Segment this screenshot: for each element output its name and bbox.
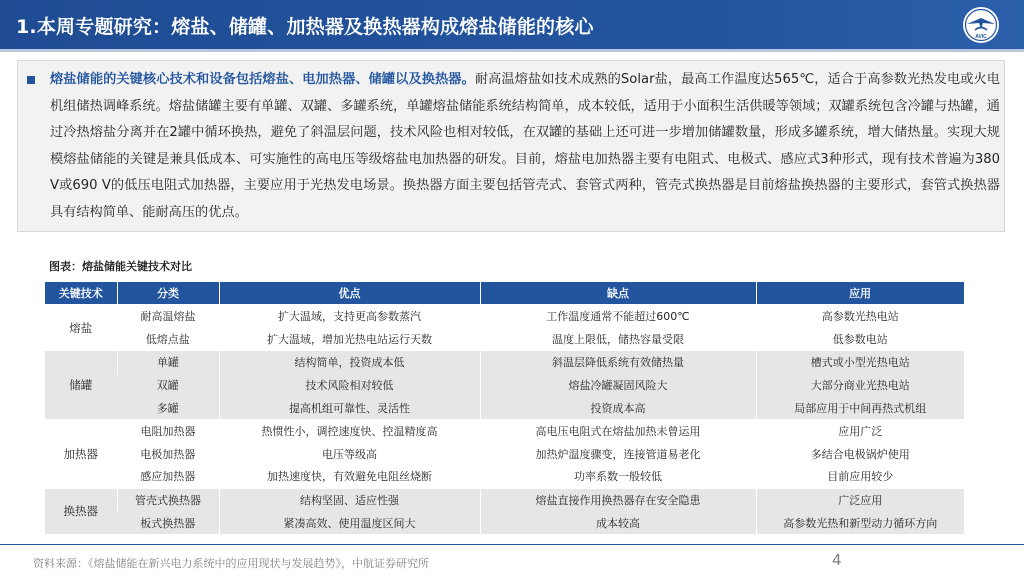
- table-cell: 电阻加热器: [117, 419, 219, 442]
- avic-logo-icon: [961, 5, 1001, 45]
- source-note: 资料来源：《熔盐储能在新兴电力系统中的应用现状与发展趋势》，中航证券研究所: [33, 557, 429, 570]
- figure-title: 图表：熔盐储能关键技术对比: [49, 260, 192, 273]
- table-row: [45, 328, 964, 351]
- table-cell: 提高机组可靠性、灵活性: [219, 396, 480, 419]
- table-cell: 成本较高: [480, 511, 756, 534]
- table-cell: 结构坚固、适应性强: [219, 488, 480, 511]
- table-cell: 斜温层降低系统有效储热量: [480, 351, 756, 374]
- page-title: 1.本周专题研究：熔盐、储罐、加热器及换热器构成熔盐储能的核心: [16, 16, 594, 38]
- footer-divider: [0, 544, 1024, 545]
- table-cell: 热惯性小，调控速度快、控温精度高: [219, 419, 480, 442]
- table-cell: 电极加热器: [117, 443, 219, 466]
- table-cell: 紧凑高效、使用温度区间大: [219, 511, 480, 534]
- summary-box: [17, 60, 1005, 232]
- group-cell: 熔盐: [45, 305, 117, 351]
- logo-text: AVIC: [975, 34, 987, 40]
- summary-body: 耐高温熔盐如技术成熟的Solar盐，最高工作温度达565℃，适合于高参数光热发电或火电机组储热调峰系统。熔盐储罐主要有单罐、双罐、多罐系统，单罐熔盐储能系统结构简单，成本较低，适用于小面积生活供暖等领域；双罐系统包含冷罐与热罐，通过冷热熔盐分离并在2罐中循环换热，避免了斜温层问题，技术风险也相对较低，在双罐的基础上还可进一步增加储罐数量，形成多罐系统，增大储热量。实现大规模熔盐储能的关键是兼具低成本、可实施性的高电压等级熔盐电加热器的研发。目前，熔盐电加热器主要有电阻式、电极式、感应式3种形式，现有技术普遍为380 V或690 V的低压电阻式加热器，主要应用于光热发电场景。换热器方面主要包括管壳式、套管式两种，管壳式换热器是目前熔盐换热器的主要形式，套管式换热器具有结构简单、能耐高压的优点。: [50, 72, 1000, 220]
- table-row: [45, 305, 964, 328]
- table-header-row: [45, 282, 964, 305]
- table-cell: 加热炉温度骤变，连接管道易老化: [480, 443, 756, 466]
- table-body: [45, 305, 964, 534]
- table-row: [45, 443, 964, 466]
- table-header-cell: 缺点: [480, 282, 756, 305]
- table-cell: 扩大温域，增加光热电站运行天数: [219, 328, 480, 351]
- page-number: 4: [832, 551, 842, 569]
- table-header-cell: 优点: [219, 282, 480, 305]
- header-bar: [0, 0, 1024, 49]
- square-bullet-icon: [27, 76, 35, 84]
- table-cell: 电压等级高: [219, 443, 480, 466]
- summary-highlight: 熔盐储能的关键核心技术和设备包括熔盐、电加热器、储罐以及换热器。: [50, 72, 475, 87]
- table-cell: 双罐: [117, 374, 219, 397]
- group-cell: 加热器: [45, 419, 117, 488]
- table-cell: 投资成本高: [480, 396, 756, 419]
- table-row: [45, 511, 964, 534]
- table-cell: 结构简单，投资成本低: [219, 351, 480, 374]
- table-cell: 耐高温熔盐: [117, 305, 219, 328]
- table-cell: 管壳式换热器: [117, 488, 219, 511]
- table-cell: 技术风险相对较低: [219, 374, 480, 397]
- table-cell: 大部分商业光热电站: [756, 374, 964, 397]
- table-header-cell: 关键技术: [45, 282, 117, 305]
- table-row: [45, 465, 964, 488]
- table-cell: 槽式或小型光热电站: [756, 351, 964, 374]
- table-cell: 工作温度通常不能超过600℃: [480, 305, 756, 328]
- table-cell: 局部应用于中间再热式机组: [756, 396, 964, 419]
- group-cell: 储罐: [45, 351, 117, 420]
- table-cell: 多结合电极锅炉使用: [756, 443, 964, 466]
- table-cell: 低参数电站: [756, 328, 964, 351]
- table-row: [45, 488, 964, 511]
- table-cell: 单罐: [117, 351, 219, 374]
- table-cell: 目前应用较少: [756, 465, 964, 488]
- table-cell: 功率系数一般较低: [480, 465, 756, 488]
- table-cell: 广泛应用: [756, 488, 964, 511]
- summary-paragraph: [50, 67, 1000, 226]
- table-cell: 扩大温域，支持更高参数蒸汽: [219, 305, 480, 328]
- table-cell: 多罐: [117, 396, 219, 419]
- table-cell: 加热速度快，有效避免电阻丝烧断: [219, 465, 480, 488]
- table-row: [45, 374, 964, 397]
- table-row: [45, 419, 964, 442]
- table-cell: 高参数光热电站: [756, 305, 964, 328]
- table-row: [45, 396, 964, 419]
- table-cell: 高参数光热和新型动力循环方向: [756, 511, 964, 534]
- table-cell: 温度上限低，储热容量受限: [480, 328, 756, 351]
- table-header-cell: 应用: [756, 282, 964, 305]
- group-cell: 换热器: [45, 488, 117, 534]
- table-header-cell: 分类: [117, 282, 219, 305]
- table-cell: 高电压电阻式在熔盐加热未曾运用: [480, 419, 756, 442]
- table-cell: 板式换热器: [117, 511, 219, 534]
- table-cell: 熔盐冷罐凝固风险大: [480, 374, 756, 397]
- table-row: [45, 351, 964, 374]
- table-cell: 低熔点盐: [117, 328, 219, 351]
- header-divider: [0, 49, 1024, 52]
- table-cell: 熔盐直接作用换热器存在安全隐患: [480, 488, 756, 511]
- table-cell: 感应加热器: [117, 465, 219, 488]
- table-cell: 应用广泛: [756, 419, 964, 442]
- tech-comparison-table: [45, 282, 965, 534]
